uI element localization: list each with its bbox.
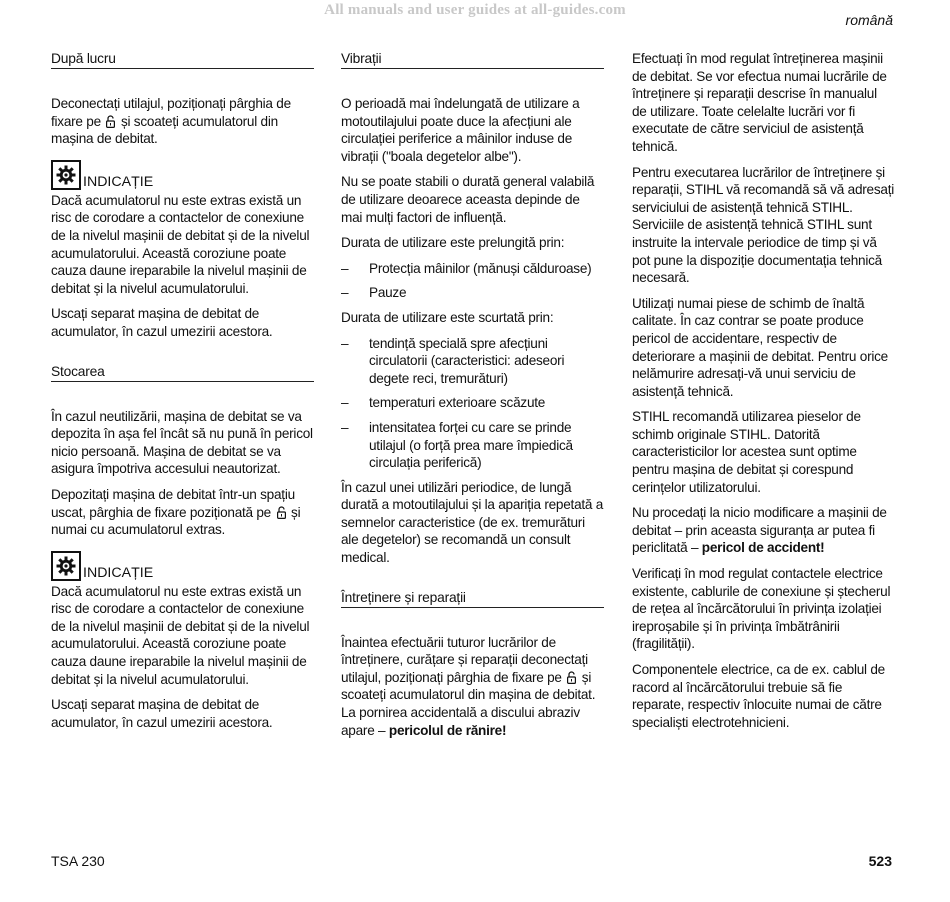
warning-text: pericolul de rănire! — [388, 722, 507, 738]
footer-page-number: 523 — [868, 853, 892, 869]
note-label: INDICAȚIE — [83, 173, 154, 190]
column-1 — [51, 50, 314, 739]
lock-open-icon — [106, 115, 115, 128]
list-item: – Pauze — [341, 284, 604, 302]
column-3 — [632, 50, 894, 739]
list-item: – temperaturi exterioare scăzute — [341, 394, 604, 412]
lock-open-icon — [277, 506, 286, 519]
paragraph: Utilizați numai piese de schimb de înaltă calitate. În caz contrar se poate produce pericol de accidentare, respectiv de deteriorare a mașinii de debitat. Pentru orice nelămurire adresați-vă unui serviciu de asistență tehnică. — [632, 295, 888, 399]
section-heading-after-work: După lucru — [51, 50, 314, 69]
note-text: Dacă acumulatorul nu este extras există un risc de corodare a contactelor de conexiune de la nivelul mașinii de debitat și de la nivelul acumulatorului. Această coroziune poate cauza daune ireparabile la nivelul mașinii de debitat și la nivelul acumulatorului. — [51, 583, 310, 687]
gear-icon — [51, 160, 81, 190]
section-heading-vibrations: Vibrații — [341, 50, 604, 69]
note-block — [51, 160, 314, 190]
list-shortened-use — [341, 335, 604, 472]
paragraph: Efectuați în mod regulat întreținerea mașinii de debitat. Se vor efectua numai lucrările de întreținere și reparații descrise în manualul de utilizare. Toate celelalte lucrări vor fi executate de către serviciul de asistență tehnică. — [632, 51, 887, 154]
section-heading-maintenance: Întreținere și reparații — [341, 589, 604, 608]
footer-model: TSA 230 — [51, 853, 105, 869]
watermark: All manuals and user guides at all-guides.com — [324, 2, 626, 18]
paragraph: Componentele electrice, ca de ex. cablul de racord al încărcătorului trebuie să fie reparate, respectiv înlocuite numai de către specialiști electrotehnicieni. — [632, 662, 885, 730]
list-item: – tendință specială spre afecțiuni circulatorii (caracteristici: adeseori degete reci, tremurături) — [341, 335, 604, 388]
paragraph: Înaintea efectuării tuturor lucrărilor de întreținere, curățare și reparații deconectați utilajul, poziționați pârghia de fixare pe și scoateți acumulatorul din mașina de debitat. La pornirea accidentală a discului abraziv apare – pericolul de rănire! — [341, 634, 596, 738]
paragraph: Depozitați mașina de debitat într-un spațiu uscat, pârghia de fixare poziționată pe și numai cu acumulatorul extras. — [51, 486, 301, 538]
paragraph: Deconectați utilajul, poziționați pârghia de fixare pe și scoateți acumulatorul din mașina de debitat. — [51, 96, 291, 147]
paragraph: Durata de utilizare este scurtată prin: — [341, 309, 554, 325]
note-label: INDICAȚIE — [83, 564, 154, 581]
paragraph: Durata de utilizare este prelungită prin: — [341, 235, 565, 251]
section-heading-storage: Stocarea — [51, 363, 314, 382]
paragraph: O perioadă mai îndelungată de utilizare a motoutilajului poate duce la afecțiuni ale circulației periferice a mâinilor induse de vibrații ("boala degetelor albe"). — [341, 96, 580, 164]
paragraph: Uscați separat mașina de debitat de acumulator, în cazul umezirii acestora. — [51, 697, 273, 730]
note-text: Dacă acumulatorul nu este extras există un risc de corodare a contactelor de conexiune de la nivelul mașinii de debitat și de la nivelul acumulatorului. Această coroziune poate cauza daune ireparabile la nivelul mașinii de debitat și la nivelul acumulatorului. — [51, 192, 310, 296]
paragraph: În cazul neutilizării, mașina de debitat se va depozita în așa fel încât să nu pună în pericol nicio persoană. Mașina de debitat se va asigura împotriva accesului neautorizat. — [51, 408, 313, 477]
list-item: – Protecția mâinilor (mănuși călduroase) — [341, 260, 604, 278]
lock-open-icon — [567, 671, 576, 684]
list-item: – intensitatea forței cu care se prinde utilajul (o forță prea mare împiedică circulația periferică) — [341, 419, 604, 472]
paragraph: Verificați în mod regulat contactele electrice existente, cablurile de conexiune și ștecherul de rețea al încărcătorului în privința izolației ireproșabile și în privința îmbătrânirii (fragilității). — [632, 566, 891, 652]
language-label: română — [845, 12, 893, 28]
paragraph: STIHL recomandă utilizarea pieselor de schimb originale STIHL. Datorită caracteristicilor lor acestea sunt optime pentru mașina de debitat și corespund cerințelor utilizatorului. — [632, 409, 861, 495]
column-2 — [341, 50, 604, 747]
paragraph: Uscați separat mașina de debitat de acumulator, în cazul umezirii acestora. — [51, 306, 273, 339]
paragraph: În cazul unei utilizări periodice, de lungă durată a motoutilajului și la apariția repetată a semnelor caracteristice (de ex. tremurături ale degetelor) se recomandă un consult medical. — [341, 479, 604, 566]
paragraph: Nu se poate stabili o durată general valabilă de utilizare deoarece aceasta depinde de mai mulți factori de influență. — [341, 174, 595, 225]
warning-text: pericol de accident! — [701, 540, 825, 556]
paragraph: Nu procedați la nicio modificare a mașinii de debitat – prin aceasta siguranța ar putea fi periclitată – pericol de accident! — [632, 505, 887, 556]
gear-icon — [51, 551, 81, 581]
list-extended-use — [341, 260, 604, 302]
note-block — [51, 551, 314, 581]
paragraph: Pentru executarea lucrărilor de întreținere și reparații, STIHL vă recomandă să vă adresați serviciului de asistență tehnică STIHL. Serviciile de asistență tehnică STIHL sunt instruite la intervale periodice de timp și vă pot pune la dispoziție documentația tehnică necesară. — [632, 164, 895, 286]
